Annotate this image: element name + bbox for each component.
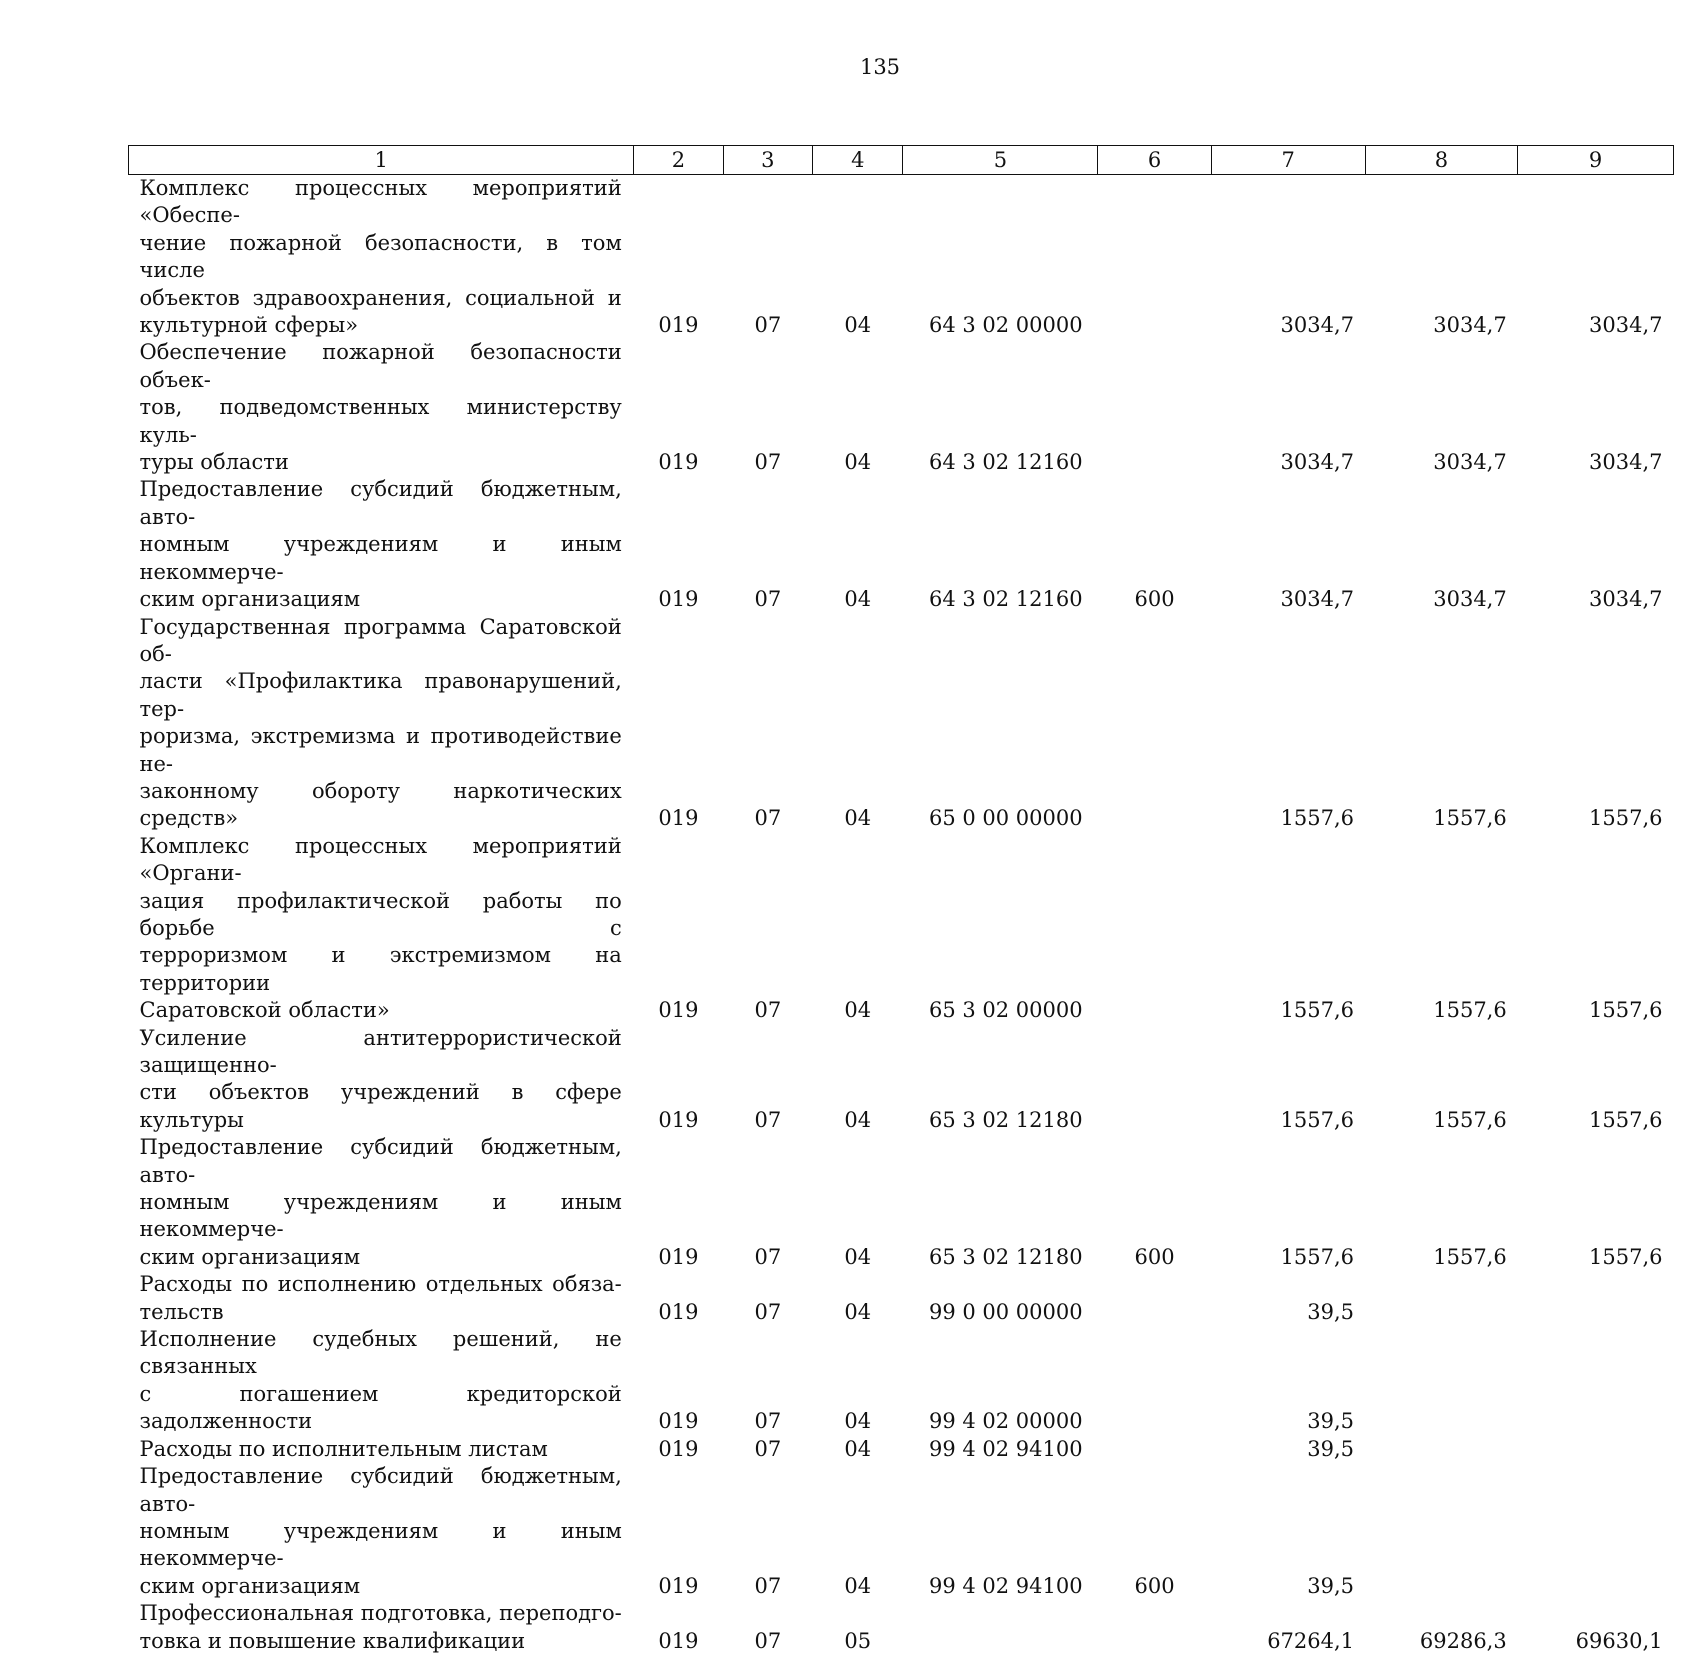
cell-subsection: 04 [844,1436,872,1461]
cell-section: 07 [754,1573,782,1598]
row-name-line: законному обороту наркотических средств» [139,778,622,831]
cell-expense-type [1098,1326,1212,1436]
cell-target-article: 64 3 02 12160 [928,587,1083,612]
cell-amount-7: 39,5 [1307,1299,1355,1324]
table-row [129,614,1674,833]
row-name-line: товка и повышение квалификации [139,1628,526,1653]
cell-subsection: 04 [844,450,872,475]
row-name-line: ским организациям [139,587,361,612]
cell-department: 019 [658,1436,699,1461]
cell-subsection: 04 [844,1244,872,1269]
row-name-line: ским организациям [139,1573,361,1598]
cell-amount-9 [1518,1463,1674,1600]
cell-department: 019 [658,1299,699,1324]
cell-expense-type: 600 [1134,1573,1175,1598]
cell-expense-type: 600 [1134,587,1175,612]
cell-expense-type [1098,614,1212,833]
column-header-6: 6 [1098,146,1212,175]
row-name-line: Усиление антитеррористической защищенно- [139,1025,622,1077]
table-row [129,175,1674,340]
table-row [129,1134,1674,1271]
cell-amount-8: 3034,7 [1433,587,1507,612]
cell-amount-8 [1365,1463,1518,1600]
cell-amount-9: 1557,6 [1589,1244,1663,1269]
row-name [129,614,634,833]
cell-amount-7: 1557,6 [1280,1107,1355,1132]
cell-target-article: 65 3 02 00000 [928,998,1083,1023]
cell-amount-8 [1365,1271,1518,1326]
cell-amount-8: 1557,6 [1433,1107,1507,1132]
cell-amount-8: 1557,6 [1433,1244,1507,1269]
cell-amount-9 [1518,1326,1674,1436]
row-name-line: номным учреждениям и иным некоммерче- [139,1190,622,1242]
cell-expense-type [1098,833,1212,1025]
row-name [129,1271,634,1326]
cell-amount-7: 1557,6 [1280,1244,1355,1269]
row-name-line: номным учреждениям и иным некоммерче- [139,532,622,584]
row-name-line: Расходы по исполнительным листам [139,1436,548,1461]
row-name-line: чение пожарной безопасности, в том числе [139,230,622,283]
cell-section: 07 [754,1409,782,1434]
column-header-8: 8 [1365,146,1518,175]
cell-department: 019 [658,1573,699,1598]
cell-department: 019 [658,998,699,1023]
table-row [129,1600,1674,1655]
cell-expense-type [1098,339,1212,476]
row-name [129,1025,634,1135]
cell-subsection: 05 [844,1628,872,1653]
table-row [129,1271,1674,1326]
row-name-line: Комплекс процессных мероприятий «Органи- [139,833,622,886]
row-name-line: Профессиональная подготовка, переподго- [139,1601,622,1626]
cell-amount-9 [1518,1436,1674,1463]
row-name-line: Предоставление субсидий бюджетным, авто- [139,477,622,529]
row-name-line: Саратовской области» [139,998,390,1023]
column-header-7: 7 [1211,146,1365,175]
row-name-line: тельств [139,1299,224,1324]
cell-department: 019 [658,450,699,475]
page-number: 135 [859,55,901,79]
cell-amount-9: 1557,6 [1589,1107,1663,1132]
cell-subsection: 04 [844,1299,872,1324]
cell-amount-9: 3034,7 [1589,313,1663,338]
cell-department: 019 [658,1244,699,1269]
cell-target-article: 64 3 02 12160 [928,450,1083,475]
cell-amount-9: 1557,6 [1589,998,1663,1023]
table-row [129,339,1674,476]
cell-amount-7: 3034,7 [1280,587,1355,612]
cell-section: 07 [754,1299,782,1324]
cell-amount-7: 3034,7 [1280,450,1355,475]
row-name [129,1600,634,1655]
cell-amount-8 [1365,1326,1518,1436]
cell-department: 019 [658,806,699,831]
cell-amount-7: 1557,6 [1280,806,1355,831]
budget-table [128,145,1674,1655]
row-name-line: культурной сферы» [139,313,359,338]
cell-target-article: 65 3 02 12180 [928,1107,1083,1132]
row-name [129,1326,634,1436]
column-header-4: 4 [813,146,903,175]
cell-amount-7: 3034,7 [1280,313,1355,338]
row-name [129,1134,634,1271]
table-row [129,833,1674,1025]
cell-section: 07 [754,806,782,831]
cell-target-article: 99 4 02 94100 [928,1436,1083,1461]
table-body [129,175,1674,1655]
cell-subsection: 04 [844,806,872,831]
cell-expense-type: 600 [1134,1244,1175,1269]
row-name-line: Предоставление субсидий бюджетным, авто- [139,1135,622,1187]
cell-amount-7: 39,5 [1307,1409,1355,1434]
cell-target-article: 64 3 02 00000 [928,313,1083,338]
row-name-line: номным учреждениям и иным некоммерче- [139,1518,622,1571]
table-row [129,1326,1674,1436]
cell-subsection: 04 [844,313,872,338]
cell-amount-8: 69286,3 [1419,1628,1507,1653]
cell-amount-8: 3034,7 [1433,313,1507,338]
row-name [129,1463,634,1600]
header-row [129,146,1674,175]
cell-amount-7: 67264,1 [1267,1628,1355,1653]
cell-section: 07 [754,313,782,338]
cell-section: 07 [754,998,782,1023]
row-name [129,175,634,340]
cell-expense-type [1098,1271,1212,1326]
row-name-line: терроризмом и экстремизмом на территории [139,943,622,995]
cell-target-article [903,1600,1098,1655]
table-row [129,1436,1674,1463]
row-name-line: тов, подведомственных министерству куль- [139,395,622,447]
cell-section: 07 [754,587,782,612]
cell-subsection: 04 [844,1409,872,1434]
row-name-line: Исполнение судебных решений, не связанных [139,1327,622,1379]
row-name [129,339,634,476]
table-row [129,476,1674,613]
row-name-line: с погашением кредиторской задолженности [139,1381,622,1434]
cell-subsection: 04 [844,998,872,1023]
cell-department: 019 [658,1409,699,1434]
cell-amount-9: 69630,1 [1575,1628,1663,1653]
cell-section: 07 [754,1436,782,1461]
row-name-line: сти объектов учреждений в сфере культуры [139,1080,622,1132]
row-name-line: Предоставление субсидий бюджетным, авто- [139,1464,622,1516]
cell-expense-type [1098,1025,1212,1135]
cell-target-article: 99 0 00 00000 [928,1299,1083,1324]
row-name [129,476,634,613]
row-name-line: ским организациям [139,1244,361,1269]
row-name-line: туры области [139,450,289,475]
cell-amount-8 [1365,1436,1518,1463]
cell-amount-7: 1557,6 [1280,998,1355,1023]
cell-amount-8: 1557,6 [1433,998,1507,1023]
row-name-line: роризма, экстремизма и противодействие не- [139,724,622,776]
column-header-3: 3 [723,146,812,175]
row-name-line: объектов здравоохранения, социальной и [139,285,622,310]
table-row [129,1463,1674,1600]
table-header [129,146,1674,175]
cell-department: 019 [658,1107,699,1132]
cell-target-article: 65 0 00 00000 [928,806,1083,831]
row-name-line: Комплекс процессных мероприятий «Обеспе- [139,176,622,228]
cell-target-article: 99 4 02 94100 [928,1573,1083,1598]
cell-department: 019 [658,313,699,338]
cell-amount-8: 1557,6 [1433,806,1507,831]
cell-section: 07 [754,1107,782,1132]
cell-section: 07 [754,1628,782,1653]
cell-subsection: 04 [844,1573,872,1598]
cell-expense-type [1098,1600,1212,1655]
row-name-line: Расходы по исполнению отдельных обяза- [139,1272,622,1297]
row-name [129,833,634,1025]
cell-expense-type [1098,175,1212,340]
cell-amount-9: 1557,6 [1589,806,1663,831]
cell-amount-8: 3034,7 [1433,450,1507,475]
row-name-line: ласти «Профилактика правонарушений, тер- [139,669,622,721]
column-header-9: 9 [1518,146,1674,175]
cell-department: 019 [658,587,699,612]
table-row [129,1025,1674,1135]
cell-amount-7: 39,5 [1307,1573,1355,1598]
row-name [129,1436,634,1463]
column-header-2: 2 [634,146,723,175]
cell-amount-7: 39,5 [1307,1436,1355,1461]
cell-target-article: 65 3 02 12180 [928,1244,1083,1269]
cell-amount-9: 3034,7 [1589,450,1663,475]
cell-amount-9: 3034,7 [1589,587,1663,612]
cell-section: 07 [754,450,782,475]
row-name-line: Государственная программа Саратовской об- [139,614,622,666]
row-name-line: зация профилактической работы по борьбе с [139,888,622,940]
column-header-1: 1 [129,146,634,175]
cell-expense-type [1098,1436,1212,1463]
cell-section: 07 [754,1244,782,1269]
cell-department: 019 [658,1628,699,1653]
cell-target-article: 99 4 02 00000 [928,1409,1083,1434]
column-header-5: 5 [903,146,1098,175]
row-name-line: Обеспечение пожарной безопасности объек- [139,340,622,392]
cell-subsection: 04 [844,1107,872,1132]
cell-amount-9 [1518,1271,1674,1326]
cell-subsection: 04 [844,587,872,612]
